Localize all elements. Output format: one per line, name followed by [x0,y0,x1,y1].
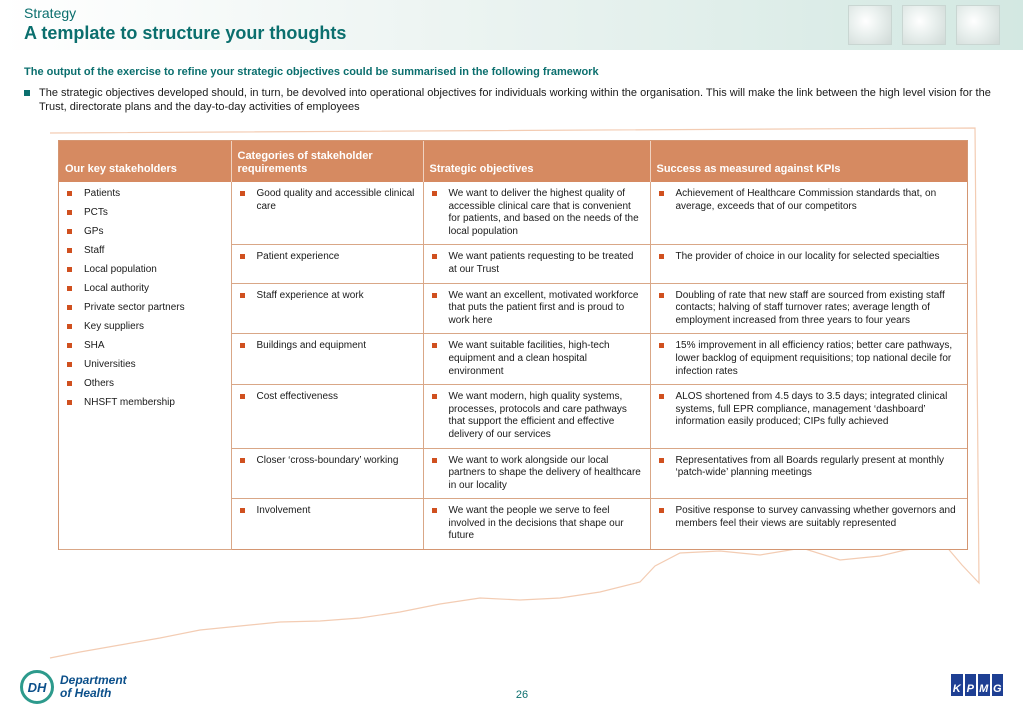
dh-line-1: Department [60,673,127,687]
kpi-cell [650,499,967,549]
stakeholder-item: SHA [67,340,223,353]
dh-line-2: of Health [60,686,112,700]
stakeholder-item: Key suppliers [67,321,223,334]
section-title: Strategy [24,5,77,21]
stakeholder-item: GPs [67,226,223,239]
kpi-text: ALOS shortened from 4.5 days to 3.5 days; integrated clinical systems, full EPR compliance, management ‘dashboard’ information easily produced; CIPs fully achieved [659,391,960,429]
kpmg-logo [951,674,1003,696]
page-number: 26 [515,689,529,701]
objective-text: We want to deliver the highest quality of accessible clinical care that is convenient for patients, and based on the needs of the local population [432,188,642,238]
category-text: Good quality and accessible clinical care [240,188,415,213]
page-title: A template to structure your thoughts [24,23,347,43]
header-stakeholders: Our key stakeholders [59,141,231,182]
kpmg-letter: P [965,674,977,696]
stakeholder-item: Local authority [67,283,223,296]
category-text: Cost effectiveness [240,391,415,404]
kpi-text: 15% improvement in all efficiency ratios; better care pathways, lower backlog of equipment requisitions; top national decile for infection rates [659,340,960,378]
category-text: Involvement [240,505,415,518]
objective-text: We want suitable facilities, high-tech equipment and a clean hospital environment [432,340,642,378]
stakeholder-item: Local population [67,264,223,277]
kpmg-letter: K [951,674,963,696]
objective-cell [423,245,650,283]
framework-table [58,140,968,550]
category-cell [231,334,423,385]
category-text: Staff experience at work [240,290,415,303]
kpmg-letter: G [992,674,1004,696]
stakeholder-item: Patients [67,188,223,201]
table-header-row [59,141,967,182]
kpi-text: Achievement of Healthcare Commission standards that, on average, exceeds that of our competitors [659,188,960,213]
category-text: Buildings and equipment [240,340,415,353]
kpi-cell [650,334,967,385]
stakeholder-item: NHSFT membership [67,397,223,410]
kpi-text: The provider of choice in our locality for selected specialties [659,251,960,264]
dh-abbr: DH [27,679,47,695]
category-cell [231,182,423,245]
header-objectives: Strategic objectives [423,141,650,182]
category-text: Closer ‘cross-boundary’ working [240,455,415,468]
objective-cell [423,334,650,385]
stakeholder-item: PCTs [67,207,223,220]
objective-cell [423,385,650,448]
kpi-cell [650,182,967,245]
category-cell [231,245,423,283]
objective-text: We want patients requesting to be treated at our Trust [432,251,642,276]
category-text: Patient experience [240,251,415,264]
kpi-text: Representatives from all Boards regularly present at monthly ‘patch-wide’ planning meetings [659,455,960,480]
department-of-health-logo [20,670,127,704]
stakeholder-item: Universities [67,359,223,372]
header-kpis: Success as measured against KPIs [650,141,967,182]
dh-circle-icon [20,670,54,704]
header-categories: Categories of stakeholder requirements [231,141,423,182]
stakeholder-list [67,188,223,409]
table-row [59,182,967,245]
category-cell [231,283,423,334]
objective-cell [423,283,650,334]
kpi-cell [650,385,967,448]
category-cell [231,448,423,499]
objective-cell [423,182,650,245]
objective-cell [423,499,650,549]
stakeholder-item: Others [67,378,223,391]
kpmg-letter: M [978,674,990,696]
kpi-cell [650,245,967,283]
stakeholder-item: Private sector partners [67,302,223,315]
category-cell [231,385,423,448]
objective-text: We want to work alongside our local partners to shape the delivery of healthcare in our locality [432,455,642,493]
stakeholders-cell [59,182,231,549]
dh-wordmark [60,674,127,700]
objective-text: We want an excellent, motivated workforce that puts the patient first and is proud to work here [432,290,642,328]
kpi-cell [650,448,967,499]
stakeholder-item: Staff [67,245,223,258]
objective-cell [423,448,650,499]
objective-text: We want modern, high quality systems, processes, protocols and care pathways that support the efficient and effective delivery of our services [432,391,642,441]
objective-text: We want the people we serve to feel involved in the decisions that shape our future [432,505,642,543]
kpi-text: Doubling of rate that new staff are sourced from existing staff contacts; halving of staff turnover rates; average length of employment increased from three years to four years [659,290,960,328]
kpi-cell [650,283,967,334]
framework-subtitle: The output of the exercise to refine your strategic objectives could be summarised in the following framework [24,66,599,78]
intro-text: The strategic objectives developed should, in turn, be devolved into operational objectives for individuals working within the organisation. This will make the link between the high level vision for the Trust, directorate plans and the day-to-day activities of employees [39,87,991,113]
category-cell [231,499,423,549]
kpi-text: Positive response to survey canvassing whether governors and members feel their views are suitably represented [659,505,960,530]
